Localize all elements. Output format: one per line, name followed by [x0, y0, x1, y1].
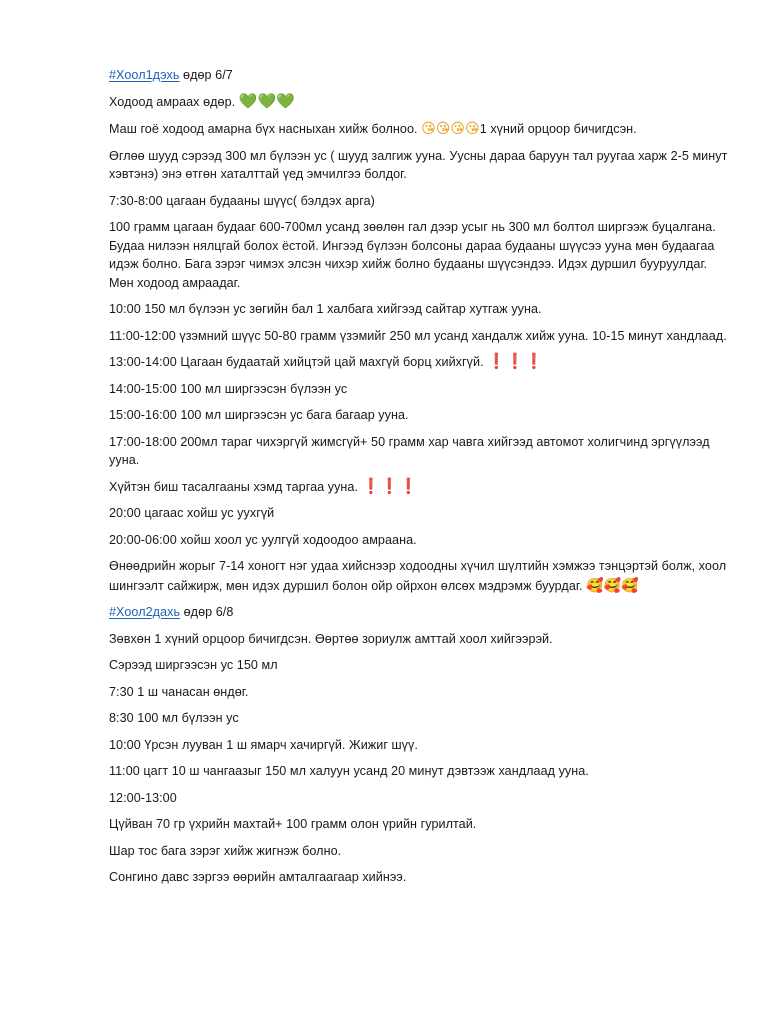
- day2-time-1000: 10:00 Үрсэн лууван 1 ш ямарч хачиргүй. Жижиг шүү.: [109, 737, 418, 752]
- day1-morning: Өглөө шууд сэрээд 300 мл бүлээн ус ( шууд залгиж ууна. Уусны дараа баруун тал руугаа харж 2-5 минут хэвтэнэ) энэ өтгөн хаталттай үед эмчилгээ болдог.: [109, 148, 728, 181]
- day2-date: өдөр 6/8: [180, 605, 234, 619]
- day1-intro-b: 1 хүний орцоор бичигдсэн.: [479, 122, 637, 136]
- day2-time-1100: 11:00 цагт 10 ш чангаазыг 150 мл халуун усанд 20 минут дэвтээж хандлаад ууна.: [109, 764, 589, 778]
- day1-heading: [109, 66, 728, 85]
- day1-time-2000: 20:00 цагаас хойш ус уухгүй: [109, 506, 275, 520]
- day1-hashtag-link[interactable]: #Хоол1дэхь: [109, 68, 180, 82]
- day1-warm-text: Хүйтэн биш тасалгааны хэмд таргаа ууна.: [109, 479, 362, 494]
- day1-subtitle-text: Ходоод амраах өдөр.: [109, 94, 239, 109]
- day1-summary-text: Өнөөдрийн жорыг 7-14 хоногт нэг удаа хийснээр ходоодны хүчил шүлтийн хэмжээ тэнцэртэй болж, хоол шингээлт сайжирж, мөн идэх дуршил болон ойр ойрхон өлсөх мэдрэмж буурдаг.: [109, 559, 727, 593]
- day1-time-1000: 10:00 150 мл бүлээн ус зөгийн бал 1 халбага хийгээд сайтар хутгаж ууна.: [109, 302, 542, 316]
- day2-hashtag-link[interactable]: #Хоол2дахь: [109, 605, 181, 619]
- day2-time-1200: 12:00-13:00: [109, 790, 177, 805]
- day1-recipe: 100 грамм цагаан будааг 600-700мл усанд зөөлөн гал дээр усыг нь 300 мл болтол ширгээж буцалгана. Будаа нилээн нялцгай болох ёстой. Ингээд бүлээн болсоны дараа будааны шүүсээ ууна мөн будаагаа идэж болно. Бага зэрэг чимэх элсэн чихэр хийж болно будааны шүүсэндээ. Идэх дуршил бууруулдаг. Мөн ходоод амраадаг.: [109, 220, 716, 290]
- day1-time-0730: 7:30-8:00 цагаан будааны шүүс( бэлдэх арга): [109, 193, 375, 208]
- day1-warm-note: [109, 478, 728, 497]
- day2-time-0830: 8:30 100 мл бүлээн ус: [109, 711, 239, 725]
- smiling-hearts-face-icon: 🥰🥰🥰: [586, 576, 639, 593]
- day1-time-1400: 14:00-15:00 100 мл ширгээсэн бүлээн ус: [109, 381, 348, 396]
- day2-lunch-2: Шар тос бага зэрэг хийж жигнэж болно.: [109, 843, 342, 858]
- day2-time-0730: 7:30 1 ш чанасан өндөг.: [109, 684, 249, 699]
- day2-wake: Сэрээд ширгээсэн ус 150 мл: [109, 658, 278, 672]
- exclamation-icon: ❗❗❗: [487, 353, 544, 370]
- green-heart-icon: 💚💚💚: [238, 92, 295, 110]
- day1-time-1500: 15:00-16:00 100 мл ширгээсэн ус бага багаар ууна.: [109, 408, 409, 422]
- day1-time-1700: 17:00-18:00 200мл тараг чихэргүй жимсгүй+ 50 грамм хар чавга хийгээд автомот холигчинд эргүүлээд ууна.: [109, 434, 710, 467]
- day2-heading: [109, 603, 728, 622]
- day2-intro: Зөвхөн 1 хүний орцоор бичигдсэн. Өөртөө зориулж амттай хоол хийгээрэй.: [109, 631, 553, 646]
- day1-summary: [109, 557, 728, 595]
- day1-subtitle: [109, 93, 728, 112]
- exclamation-icon: ❗❗❗: [361, 477, 418, 495]
- day1-intro: [109, 119, 728, 139]
- day2-lunch-1: Цүйван 70 гр үхрийн махтай+ 100 грамм олон үрийн гурилтай.: [109, 817, 477, 831]
- day1-time-1300-text: 13:00-14:00 Цагаан будаатай хийцтэй цай махгүй борц хийхгүй.: [109, 355, 488, 369]
- day1-time-1300: [109, 353, 728, 372]
- day1-intro-a: Маш гоё ходоод амарна бүх насныхан хийж болноо.: [109, 122, 422, 136]
- day1-time-2000-0600: 20:00-06:00 хойш хоол ус уулгүй ходоодоо амраана.: [109, 532, 417, 547]
- day1-date: өдөр 6/7: [179, 68, 233, 82]
- day1-time-1100: 11:00-12:00 үзэмний шүүс 50-80 грамм үзэмийг 250 мл усанд хандалж хийж ууна. 10-15 минут хандлаад.: [109, 328, 727, 343]
- kiss-face-icon: 😘😘😘😘: [421, 120, 480, 136]
- day2-lunch-3: Сонгино давс зэргээ өөрийн амталгаагаар хийнээ.: [109, 870, 407, 884]
